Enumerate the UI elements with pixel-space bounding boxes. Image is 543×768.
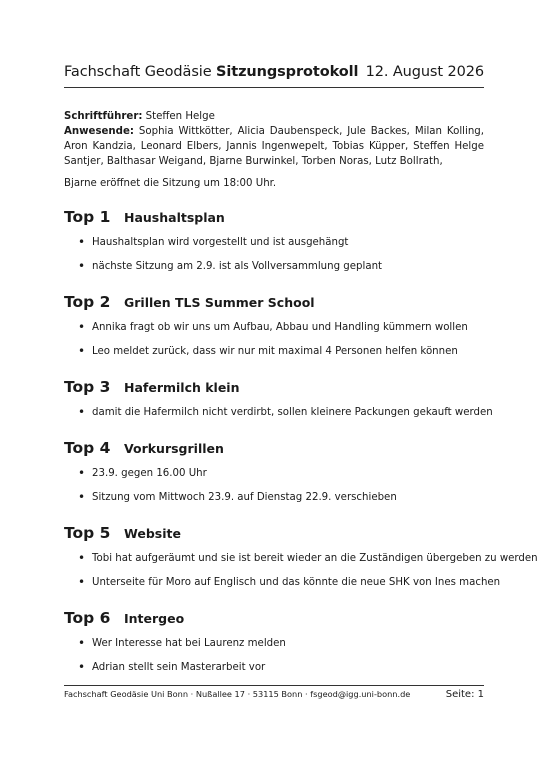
page-number: Seite: 1	[445, 689, 484, 700]
page-header	[64, 64, 484, 80]
header-org: Fachschaft Geodäsie	[64, 64, 212, 80]
list-item: • Leo meldet zurück, dass wir nur mit maximal 4 Personen helfen können	[64, 344, 503, 368]
writer-name: Steffen Helge	[145, 111, 215, 122]
list-item: • 23.9. gegen 16.00 Uhr	[64, 466, 503, 490]
agenda-item-1	[64, 208, 503, 283]
page-footer	[64, 689, 484, 700]
agenda-number: Top 6	[64, 609, 111, 627]
agenda-heading	[64, 524, 503, 542]
header-divider	[64, 87, 484, 88]
agenda-title: Intergeo	[124, 611, 185, 626]
list-item: • Haushaltsplan wird vorgestellt und ist ausgehängt	[64, 235, 503, 259]
agenda-item-4	[64, 439, 503, 514]
opening-line: Bjarne eröffnet die Sitzung um 18:00 Uhr.	[64, 178, 277, 189]
agenda-heading	[64, 609, 503, 627]
attendees-list: Sophia Wittkötter, Alicia Daubenspeck, Jule Backes, Milan Kolling, Aron Kandzia, Leonard Elbers, Jannis Ingenwepelt, Tobias Küpper, Steffen Helge Santjer, Balthasar Weigand, Bjarne Burwinkel, Torben Noras, Lutz Bollrath,	[64, 126, 484, 167]
header-date: 12. August 2026	[365, 64, 484, 80]
agenda-item-3	[64, 378, 503, 429]
list-item: • Annika fragt ob wir uns um Aufbau, Abbau und Handling kümmern wollen	[64, 320, 503, 344]
agenda-title: Hafermilch klein	[124, 380, 240, 395]
agenda-bullets	[64, 636, 503, 684]
agenda-title: Vorkursgrillen	[124, 441, 224, 456]
header-title	[64, 64, 358, 80]
agenda-number: Top 5	[64, 524, 111, 542]
agenda-heading	[64, 208, 503, 226]
agenda-item-2	[64, 293, 503, 368]
footer-address: Fachschaft Geodäsie Uni Bonn · Nußallee 17 · 53115 Bonn · fsgeod@igg.uni-bonn.de	[64, 689, 411, 699]
agenda-item-6	[64, 609, 503, 684]
agenda-bullets	[64, 235, 503, 283]
footer-divider	[64, 685, 484, 686]
agenda-item-5	[64, 524, 538, 599]
agenda-heading	[64, 378, 503, 396]
agenda-bullets	[64, 320, 503, 368]
list-item: • Adrian stellt sein Masterarbeit vor	[64, 660, 503, 684]
agenda-title: Grillen TLS Summer School	[124, 295, 315, 310]
agenda-title: Website	[124, 526, 181, 541]
writer-line	[64, 109, 484, 124]
agenda-number: Top 3	[64, 378, 111, 396]
agenda-number: Top 2	[64, 293, 111, 311]
agenda-heading	[64, 439, 503, 457]
attendees-label: Anwesende:	[64, 126, 134, 137]
writer-label: Schriftführer:	[64, 111, 143, 122]
list-item: • Wer Interesse hat bei Laurenz melden	[64, 636, 503, 660]
agenda-heading	[64, 293, 503, 311]
agenda-bullets	[64, 405, 503, 429]
list-item: • Unterseite für Moro auf Englisch und das könnte die neue SHK von Ines machen	[64, 575, 503, 599]
list-item: • Sitzung vom Mittwoch 23.9. auf Dienstag 22.9. verschieben	[64, 490, 503, 514]
list-item: • damit die Hafermilch nicht verdirbt, sollen kleinere Packungen gekauft werden	[64, 405, 503, 429]
agenda-bullets	[64, 466, 503, 514]
list-item: • Tobi hat aufgeräumt und sie ist bereit wieder an die Zuständigen übergeben zu werden	[64, 551, 503, 575]
meta-block	[64, 109, 484, 169]
agenda-bullets	[64, 551, 538, 599]
agenda-title: Haushaltsplan	[124, 210, 225, 225]
attendees-line	[64, 124, 484, 169]
header-doc-title: Sitzungsprotokoll	[216, 64, 359, 80]
agenda-number: Top 4	[64, 439, 111, 457]
agenda-number: Top 1	[64, 208, 111, 226]
list-item: • nächste Sitzung am 2.9. ist als Vollversammlung geplant	[64, 259, 503, 283]
